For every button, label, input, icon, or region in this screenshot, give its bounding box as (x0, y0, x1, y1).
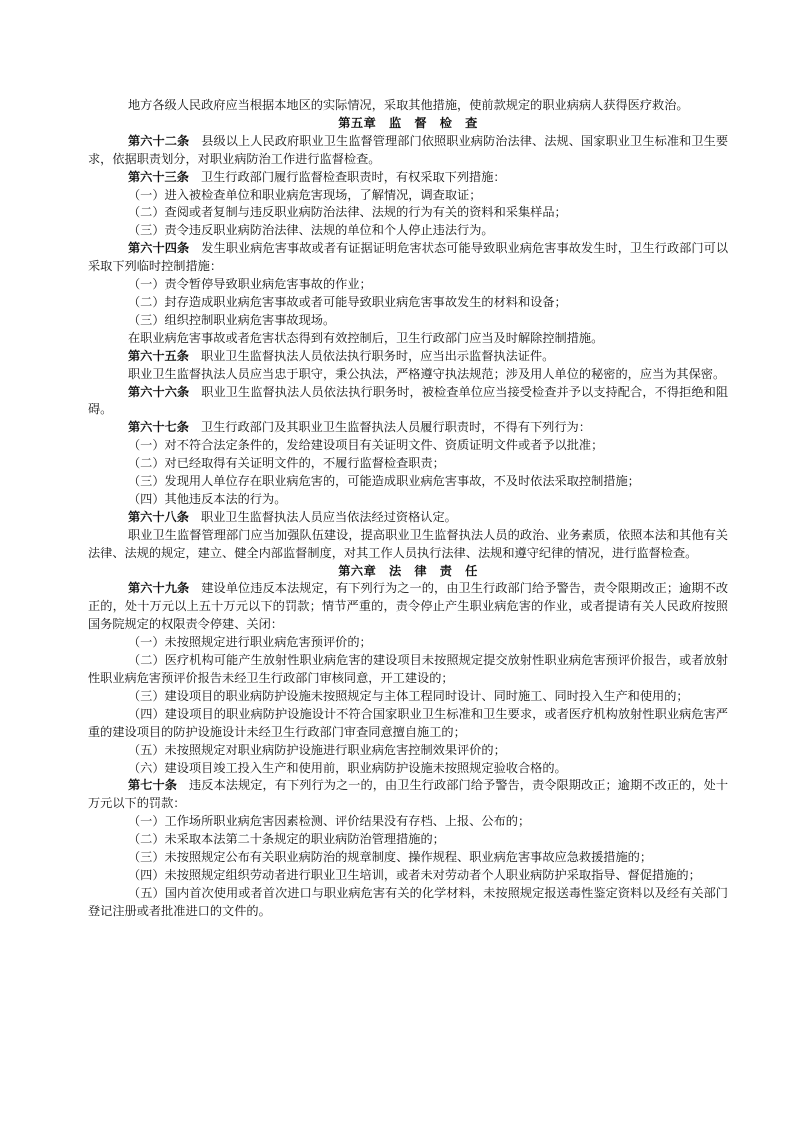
article-67-item: （四）其他违反本法的行为。 (128, 491, 287, 506)
article-67-item: （二）对已经取得有关证明文件的，不履行监督检查职责； (128, 456, 445, 471)
article-62 (88, 133, 728, 169)
article-62-label: 第六十二条 (128, 133, 190, 148)
article-69-item: （三）建设项目的职业病防护设施未按照规定与主体工程同时设计、同时施工、同时投入生产和使用的； (128, 688, 689, 703)
article-70-item: （一）工作场所职业病危害因素检测、评价结果没有存档、上报、公布的； (128, 814, 531, 829)
chapter-6-heading: 第六章 法 律 责 任 (338, 563, 478, 578)
article-64-label: 第六十四条 (128, 241, 190, 256)
article-68-text: 职业卫生监督执法人员应当依法经过资格认定。 (200, 509, 457, 524)
article-66 (88, 384, 728, 420)
article-62-text: 县级以上人民政府职业卫生监督管理部门依照职业病防治法律、法规、国家职业卫生标准和卫生要求，依据职责划分，对职业病防治工作进行监督检查。 (88, 133, 729, 166)
article-67-label: 第六十七条 (128, 420, 189, 435)
article-65-text: 职业卫生监督执法人员依法执行职务时，应当出示监督执法证件。 (200, 348, 555, 363)
article-69 (88, 580, 728, 634)
article-70-label: 第七十条 (128, 778, 178, 793)
article-70-item: （三）未按照规定公布有关职业病防治的规章制度、操作规程、职业病危害事故应急救援措施的； (128, 850, 653, 865)
article-69-label: 第六十九条 (128, 581, 190, 596)
article-68-paragraph: 职业卫生监督管理部门应当加强队伍建设，提高职业卫生监督执法人员的政治、业务素质，依照本法和其他有关法律、法规的规定，建立、健全内部监督制度，对其工作人员执行法律、法规和遵守纪律的情况，进行监督检查。 (88, 527, 728, 560)
article-65-label: 第六十五条 (128, 348, 189, 363)
article-70-text: 违反本法规定，有下列行为之一的，由卫生行政部门给予警告，责令限期改正；逾期不改正的，处十万元以下的罚款： (88, 778, 729, 811)
article-69-text: 建设单位违反本法规定，有下列行为之一的，由卫生行政部门给予警告，责令限期改正；逾期不改正的，处十万元以上五十万元以下的罚款；情节严重的，责令停止产生职业病危害的作业，或者提请有关人民政府按照国务院规定的权限责令停建、关闭： (88, 581, 729, 632)
article-69-item: （六）建设项目竣工投入生产和使用前，职业病防护设施未按照规定验收合格的。 (128, 760, 567, 775)
chapter-5-heading: 第五章 监 督 检 查 (338, 115, 478, 130)
article-64-item: （一）责令暂停导致职业病危害事故的作业； (128, 277, 372, 292)
document-body (88, 97, 728, 921)
article-63-text: 卫生行政部门履行监督检查职责时，有权采取下列措施： (200, 169, 506, 184)
article-66-text: 职业卫生监督执法人员依法执行职务时，被检查单位应当接受检查并予以支持配合，不得拒绝和阻碍。 (88, 384, 729, 417)
article-66-label: 第六十六条 (128, 384, 190, 399)
article-63-item: （三）责令违反职业病防治法律、法规的单位和个人停止违法行为。 (128, 223, 494, 238)
article-64-item: （二）封存造成职业病危害事故或者可能导致职业病危害事故发生的材料和设备； (128, 294, 567, 309)
article-67-item: （一）对不符合法定条件的，发给建设项目有关证明文件、资质证明文件或者予以批准； (128, 438, 604, 453)
article-64-after: 在职业病危害事故或者危害状态得到有效控制后，卫生行政部门应当及时解除控制措施。 (128, 330, 604, 345)
article-64-text: 发生职业病危害事故或者有证据证明危害状态可能导致职业病危害事故发生时，卫生行政部门可以采取下列临时控制措施： (88, 241, 729, 274)
article-69-item: （一）未按照规定进行职业病危害预评价的； (128, 635, 372, 650)
article-65-paragraph: 职业卫生监督执法人员应当忠于职守，秉公执法，严格遵守执法规范；涉及用人单位的秘密的，应当为其保密。 (128, 366, 726, 381)
article-70-item: （二）未采取本法第二十条规定的职业病防治管理措施的； (128, 832, 445, 847)
article-69-item: （二）医疗机构可能产生放射性职业病危害的建设项目未按照规定提交放射性职业病危害预评价报告，或者放射性职业病危害预评价报告未经卫生行政部门审核同意，开工建设的； (88, 653, 728, 685)
article-63-item: （一）进入被检查单位和职业病危害现场，了解情况，调查取证； (128, 187, 482, 202)
article-64-item: （三）组织控制职业病危害事故现场。 (128, 312, 336, 327)
article-68 (88, 509, 728, 527)
article-67-item: （三）发现用人单位存在职业病危害的，可能造成职业病危害事故，不及时依法采取控制措施； (128, 474, 640, 489)
article-68-label: 第六十八条 (128, 509, 189, 524)
article-69-item: （四）建设项目的职业病防护设施设计不符合国家职业卫生标准和卫生要求，或者医疗机构放射性职业病危害严重的建设项目的防护设施设计未经卫生行政部门审查同意擅自施工的； (88, 706, 728, 739)
article-63 (88, 169, 728, 187)
article-67 (88, 419, 728, 437)
paragraph-intro: 地方各级人民政府应当根据本地区的实际情况，采取其他措施，使前款规定的职业病病人获得医疗救治。 (128, 98, 689, 112)
article-70-item: （五）国内首次使用或者首次进口与职业病危害有关的化学材料，未按照规定报送毒性鉴定资料以及经有关部门登记注册或者批准进口的文件的。 (88, 885, 728, 918)
article-67-text: 卫生行政部门及其职业卫生监督执法人员履行职责时，不得有下列行为： (200, 420, 591, 435)
article-63-item: （二）查阅或者复制与违反职业病防治法律、法规的行为有关的资料和采集样品； (128, 205, 567, 220)
article-64 (88, 240, 728, 276)
article-69-item: （五）未按照规定对职业病防护设施进行职业病危害控制效果评价的； (128, 742, 506, 757)
article-70-item: （四）未按照规定组织劳动者进行职业卫生培训，或者未对劳动者个人职业病防护采取指导、督促措施的； (128, 867, 701, 882)
article-70 (88, 777, 728, 813)
article-65 (88, 348, 728, 366)
article-63-label: 第六十三条 (128, 169, 189, 184)
